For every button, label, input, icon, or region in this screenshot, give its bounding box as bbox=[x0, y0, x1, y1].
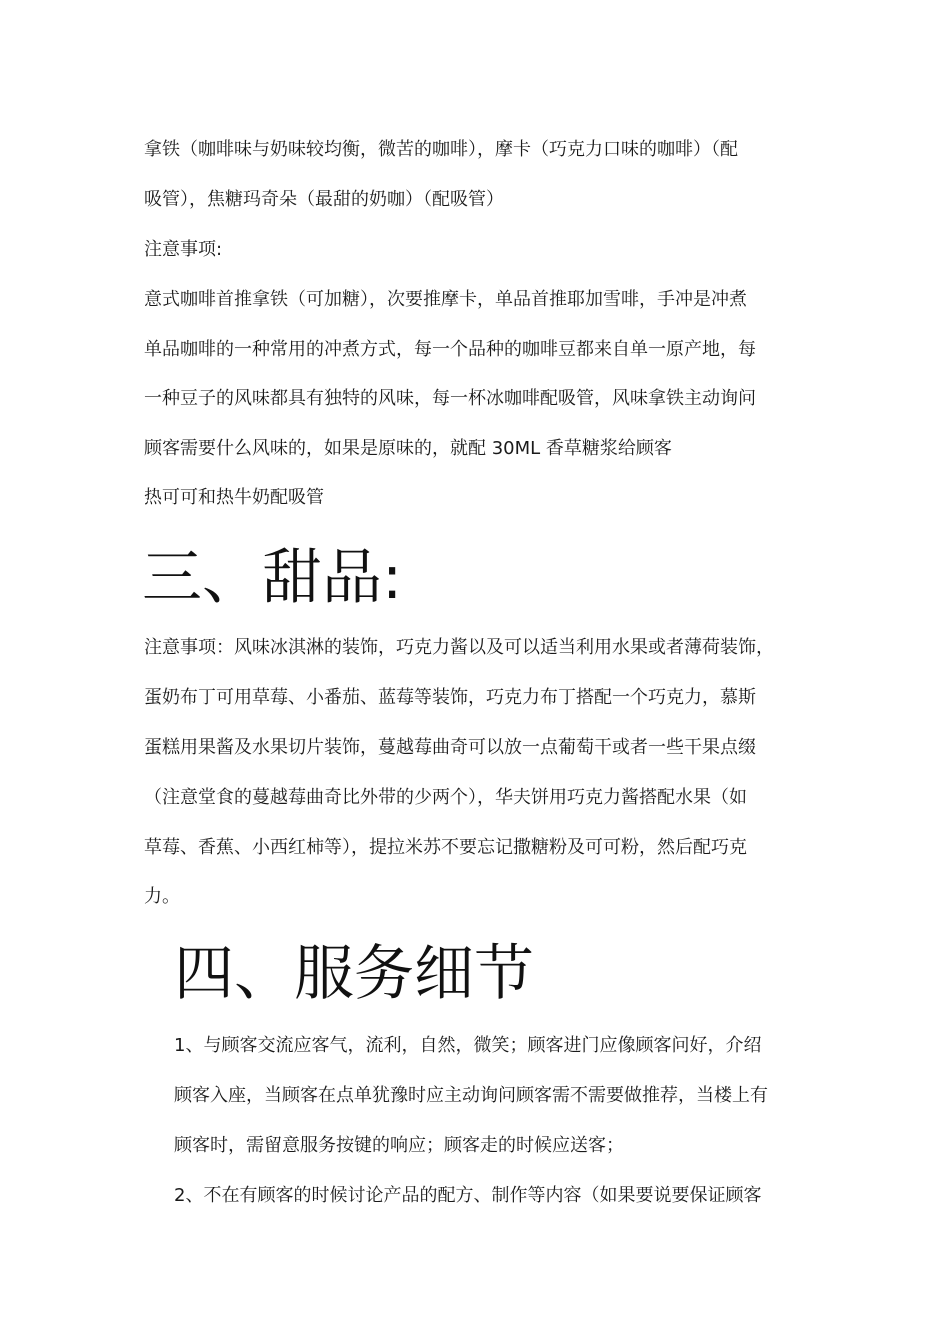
service-heading: 四、服务细节 bbox=[174, 939, 534, 1009]
sweets-line-1: 注意事项：风味冰淇淋的装饰，巧克力酱以及可以适当利用水果或者薄荷装饰， bbox=[144, 637, 774, 658]
coffee-notes-line-2: 单品咖啡的一种常用的冲煮方式，每一个品种的咖啡豆都来自单一原产地，每 bbox=[144, 339, 756, 360]
sweets-line-3: 蛋糕用果酱及水果切片装饰，蔓越莓曲奇可以放一点葡萄干或者一些干果点缀 bbox=[144, 737, 756, 758]
service-line-1: 1、与顾客交流应客气，流利，自然，微笑；顾客进门应像顾客问好，介绍 bbox=[174, 1035, 762, 1056]
coffee-notes-line-4: 顾客需要什么风味的，如果是原味的，就配 30ML 香草糖浆给顾客 bbox=[144, 438, 672, 459]
sweets-line-5: 草莓、香蕉、小西红柿等），提拉米苏不要忘记撒糖粉及可可粉，然后配巧克 bbox=[144, 837, 747, 858]
coffee-notes-line-5: 热可可和热牛奶配吸管 bbox=[144, 487, 324, 508]
sweets-line-4: （注意堂食的蔓越莓曲奇比外带的少两个），华夫饼用巧克力酱搭配水果（如 bbox=[144, 787, 747, 808]
service-line-4: 2、不在有顾客的时候讨论产品的配方、制作等内容（如果要说要保证顾客 bbox=[174, 1185, 762, 1206]
service-line-3: 顾客时，需留意服务按键的响应；顾客走的时候应送客； bbox=[174, 1135, 624, 1156]
coffee-notes-label: 注意事项: bbox=[144, 239, 223, 260]
coffee-line-1: 拿铁（咖啡味与奶味较均衡，微苦的咖啡），摩卡（巧克力口味的咖啡）（配 bbox=[144, 139, 738, 160]
sweets-heading: 三、甜品: bbox=[142, 543, 403, 613]
coffee-notes-line-1: 意式咖啡首推拿铁（可加糖），次要推摩卡，单品首推耶加雪啡，手冲是冲煮 bbox=[144, 289, 747, 310]
sweets-line-6: 力。 bbox=[144, 886, 180, 907]
service-line-2: 顾客入座，当顾客在点单犹豫时应主动询问顾客需不需要做推荐，当楼上有 bbox=[174, 1085, 768, 1106]
sweets-line-2: 蛋奶布丁可用草莓、小番茄、蓝莓等装饰，巧克力布丁搭配一个巧克力，慕斯 bbox=[144, 687, 756, 708]
coffee-line-2: 吸管），焦糖玛奇朵（最甜的奶咖）（配吸管） bbox=[144, 189, 504, 210]
coffee-notes-line-3: 一种豆子的风味都具有独特的风味，每一杯冰咖啡配吸管，风味拿铁主动询问 bbox=[144, 388, 756, 409]
